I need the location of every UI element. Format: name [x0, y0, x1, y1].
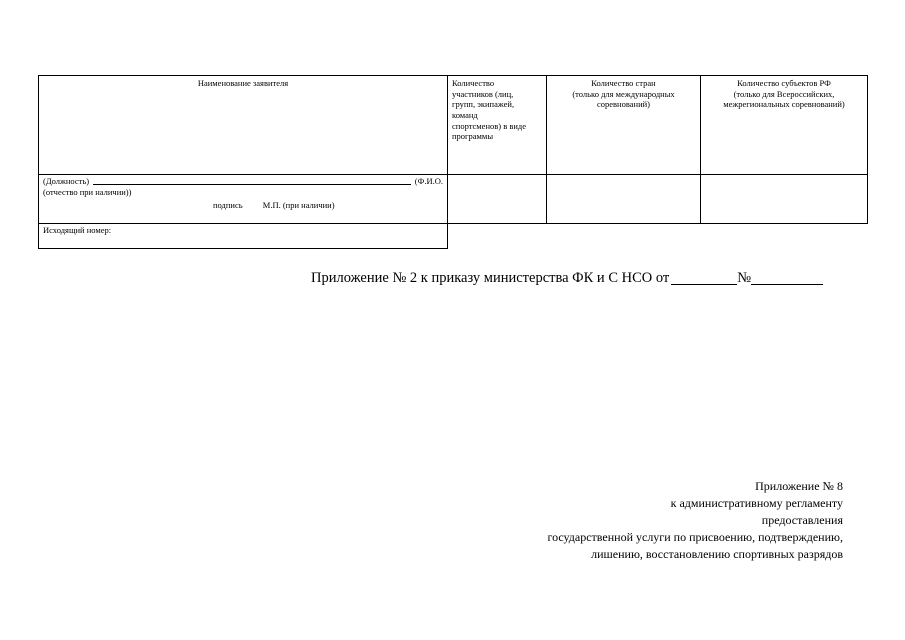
- participants-header-line: групп, экипажей,: [452, 99, 515, 110]
- application-form-table: [38, 75, 868, 249]
- position-underline: [93, 176, 411, 185]
- subjects-value-cell[interactable]: [701, 175, 868, 224]
- position-line: [43, 176, 443, 187]
- signature-label: подпись: [213, 199, 243, 210]
- order-heading: [311, 270, 823, 287]
- participants-header-line: команд: [452, 109, 478, 120]
- position-label: (Должность): [43, 176, 90, 187]
- empty-cell: [448, 224, 547, 249]
- table-header-row: [39, 76, 868, 175]
- empty-cell: [547, 224, 701, 249]
- signature-line: [43, 200, 443, 211]
- countries-header-line: соревнований): [596, 99, 650, 110]
- countries-value-cell[interactable]: [547, 175, 701, 224]
- order-date-blank[interactable]: [671, 272, 737, 285]
- order-number-sign: №: [737, 270, 752, 286]
- participants-header-line: программы: [452, 131, 494, 142]
- subjects-header-line: (только для Всероссийских,: [733, 88, 835, 99]
- empty-cell: [701, 224, 868, 249]
- participants-value-cell[interactable]: [448, 175, 547, 224]
- appendix-line: государственной услуги по присвоению, подтверждению,: [547, 530, 843, 544]
- appendix-line: предоставления: [761, 513, 843, 527]
- fio-label: (Ф.И.О.: [414, 176, 443, 187]
- subjects-header-line: межрегиональных соревнований): [723, 99, 845, 110]
- participants-header-line: участников (лиц,: [452, 88, 514, 99]
- stamp-label: М.П. (при наличии): [262, 199, 335, 210]
- order-number-blank[interactable]: [751, 272, 823, 285]
- patronymic-label: (отчество при наличии)): [43, 187, 132, 197]
- appendix-line: лишению, восстановлению спортивных разрядов: [591, 547, 843, 561]
- outgoing-number-cell: Исходящий номер:: [39, 224, 448, 249]
- applicant-header: Наименование заявителя: [39, 76, 448, 175]
- subjects-header: [701, 76, 868, 175]
- participants-header-line: Количество: [452, 78, 495, 88]
- order-heading-text: Приложение № 2 к приказу министерства ФК и С НСО от: [311, 270, 670, 286]
- appendix-block: [547, 478, 843, 563]
- signature-row: [39, 175, 868, 224]
- participants-header: [448, 76, 547, 175]
- appendix-line: Приложение № 8: [755, 479, 843, 493]
- appendix-line: к административному регламенту: [670, 496, 843, 510]
- subjects-header-line: Количество субъектов РФ: [737, 78, 831, 88]
- outgoing-number-row: [39, 224, 868, 249]
- countries-header: [547, 76, 701, 175]
- participants-header-line: спортсменов) в виде: [452, 120, 527, 131]
- countries-header-line: Количество стран: [591, 78, 656, 88]
- signature-cell: [39, 175, 448, 224]
- countries-header-line: (только для международных: [572, 88, 675, 99]
